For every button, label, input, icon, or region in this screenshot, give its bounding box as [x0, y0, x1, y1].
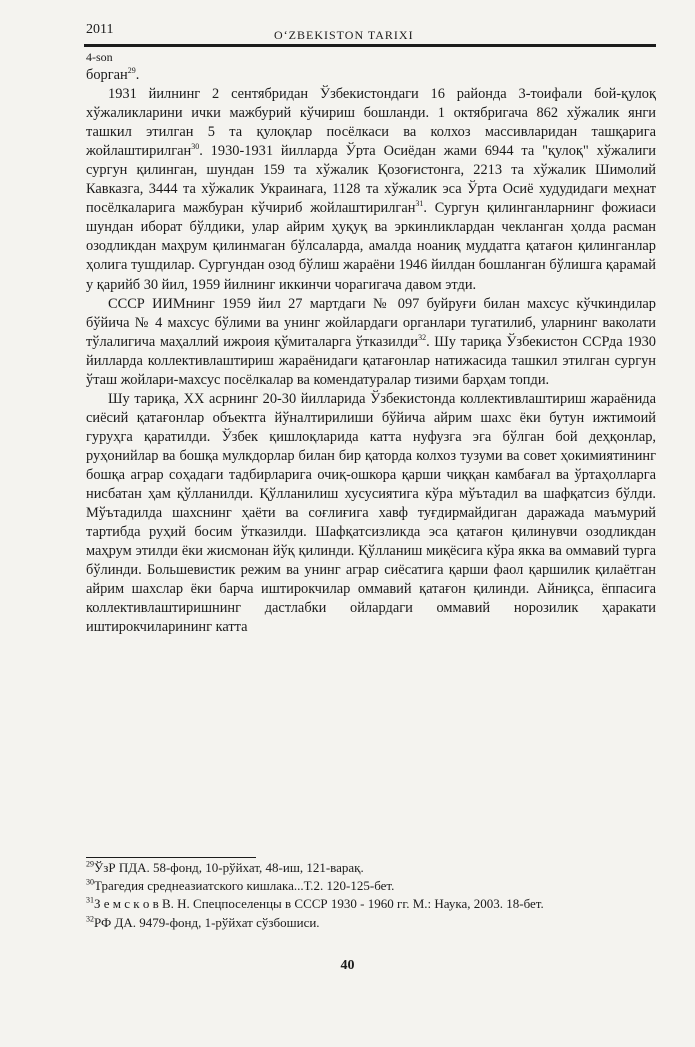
paragraph-3: Шу тариқа, ХХ асрнинг 20-30 йилларида Ўзбекистонда коллективлаштириш жараёнида сиёсий қатағонлар объектга йўналтирилиши бўйича айрим шахс ёки бутун ижтимоий гуруҳга қаратилди. Ўзбек қишлоқларида катта нуфузга эга бўлган бой деҳқонлар, руҳонийлар ва бошқа мулкдорлар билан бир қаторда колхоз тузуми ва совет ҳокимиятининг бошқа аграр соҳадаги тадбирларига очиқ-ошкора қарши чиққан камбағал ва ўртаҳолларга нисбатан ҳам қўлланилди. Қўлланилиш хусусиятига кўра мўътадил ва шафқатсиз бўлди. Мўътадилда шахснинг ҳаёти ва соғлиғига хавф туғдирмайдиган даражада маъмурий тартибда руҳий босим ўтказилди. Шафқатсизликда эса қатағон қилинувчи озодликдан маҳрум этилди ёки жисмонан йўқ қилинди. Қўлланиш миқёсига кўра якка ва оммавий турга бўлинди. Большевистик режим ва унинг аграр сиёсатига қарши фаол қаршилик қилаётган айрим шахслар ёки барча иштирокчилар оммавий қатағон қилинди. Айниқса, ёппасига коллективлаштиришнинг дастлабки ойлардаги оммавий норозилик ҳаракати иштирокчиларининг катта: [86, 390, 656, 636]
footnote-32: $^{32}$РФ ДА. 9479-фонд, 1-рўйхат сўзбошиси.: [86, 914, 320, 930]
header-journal-title: O‘ZBEKISTON TARIXI: [274, 28, 414, 42]
body-text: [86, 66, 656, 637]
page-number: 40: [340, 958, 355, 973]
running-header: [84, 18, 656, 44]
header-rule: [84, 44, 656, 47]
footnote-29: $^{29}$ЎзР ПДА. 58-фонд, 10-рўйхат, 48-иш, 121-варақ.: [86, 859, 364, 875]
paragraph-2: СССР ИИМнинг 1959 йил 27 мартдаги № 097 буйруғи билан махсус кўчкиндилар бўйича № 4 махсус бўлими ва унинг жойлардаги органлари тугатилиб, уларнинг ваколати тўлалигича маҳаллий ижроия қўмиталарга ўтказилди$^{32}$. Шу тариқа Ўзбекистон ССРда 1930 йилларда коллективлаштириш жараёнидаги қатағонлар натижасида ташкил этилган сургун ўташ жойлари-махсус посёлкалар ва комендатуралар тизими барҳам топди.: [86, 295, 656, 388]
footnote-ref-32: 32: [418, 332, 427, 342]
footnote-ref-30: 30: [191, 142, 200, 152]
footnote-rule: [86, 857, 256, 858]
header-issue: 4-son: [86, 50, 113, 64]
paragraph-0: борган$^{29}$.: [86, 66, 140, 83]
paragraph-1: 1931 йилнинг 2 сентябридан Ўзбекистондаги 16 районда 3-тоифали бой-қулоқ хўжаликларини ички мажбурий кўчириш бошланди. 1 октябригача 862 хўжалик янги ташкил этилган 5 та қулоқлар посёлкаси ва колхоз массивларидан ташқарига жойлаштирилган$^{30}$. 1930-1931 йилларда Ўрта Осиёдан жами 6944 та "қулоқ" хўжалиги сургун қилинган, шундан 159 та хўжалик Қозоғистонга, 2213 та хўжалик Шимолий Кавказга, 3444 та хўжалик Украинага, 1128 та хўжалик эса Ўрта Осиё худудидаги меҳнат посёлкаларига мажбуран кўчириб жойлаштирилган$^{31}$. Сургун қилинганларнинг фожиаси шундан иборат бўлдики, улар айрим ҳуқуқ ва эркинликлардан чекланган ҳолда расман озодликдан маҳрум қилинмаган бўлсаларда, амалда ноаниқ муддатга қатағон қилинганлар ҳолига тушдилар. Сургундан озод бўлиш жараёни 1946 йилдан бошланган бўлишга қарамай у қарийб 30 йил, 1959 йилнинг иккинчи чорагигача давом этди.: [86, 86, 656, 293]
footnote-ref-29: 29: [127, 66, 136, 76]
footnote-31: $^{31}$З е м с к о в В. Н. Спецпоселенцы в СССР 1930 - 1960 гг. М.: Наука, 2003. 18-бет.: [86, 896, 544, 912]
footnote-ref-31: 31: [415, 199, 424, 209]
footnote-30: $^{30}$Трагедия среднеазиатского кишлака...Т.2. 120-125-бет.: [86, 877, 395, 894]
footnotes: [86, 859, 656, 932]
header-year: 2011: [86, 22, 114, 37]
